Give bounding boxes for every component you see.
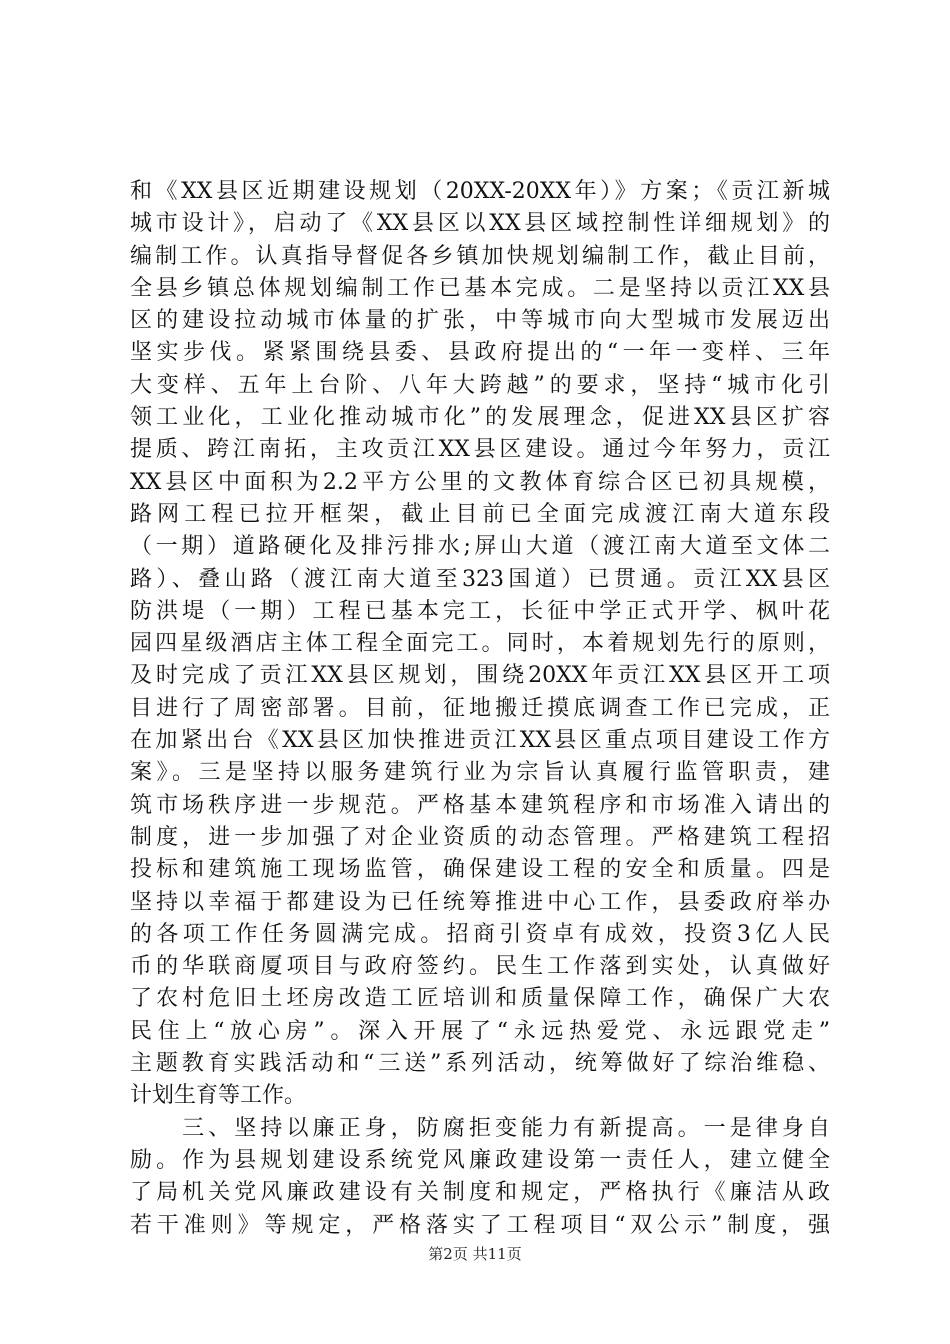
text-line: 币的华联商厦项目与政府签约。民生工作落到实处，认真做好: [130, 954, 830, 980]
page-footer: [0, 1244, 950, 1264]
text-line: 在加紧出台《XX县区加快推进贡江XX县区重点项目建设工作方: [130, 728, 830, 754]
text-line: 案》。三是坚持以服务建筑行业为宗旨认真履行监管职责，建: [130, 760, 830, 786]
text-line: 制度，进一步加强了对企业资质的动态管理。严格建筑工程招: [130, 824, 830, 850]
page-number: 第2页 共11页: [428, 1245, 522, 1263]
text-line: 计划生育等工作。: [130, 1083, 307, 1109]
text-line: 路）、叠山路（渡江南大道至323国道）已贯通。贡江XX县区: [130, 566, 830, 592]
text-line: （一期）道路硬化及排污排水;屏山大道（渡江南大道至文体二: [130, 534, 830, 560]
text-line: 园四星级酒店主体工程全面完工。同时，本着规划先行的原则，: [130, 631, 830, 657]
text-line: 坚持以幸福于都建设为已任统筹推进中心工作，县委政府举办: [130, 889, 830, 915]
text-line: 编制工作。认真指导督促各乡镇加快规划编制工作，截止目前，: [130, 243, 830, 269]
text-line: 区的建设拉动城市体量的扩张，中等城市向大型城市发展迈出: [130, 308, 830, 334]
text-line: 大变样、五年上台阶、八年大跨越”的要求，坚持“城市化引: [130, 372, 830, 398]
body-text: [130, 176, 830, 1242]
text-line: 励。作为县规划建设系统党风廉政建设第一责任人，建立健全: [130, 1147, 830, 1173]
text-line: 坚实步伐。紧紧围绕县委、县政府提出的“一年一变样、三年: [130, 340, 830, 366]
text-line: 和《XX县区近期建设规划（20XX-20XX年）》方案；《贡江新城: [130, 179, 830, 204]
text-line: 提质、跨江南拓，主攻贡江XX县区建设。通过今年努力，贡江: [130, 437, 830, 463]
text-line: 城市设计》，启动了《XX县区以XX县区域控制性详细规划》的: [130, 211, 830, 237]
text-line: 全县乡镇总体规划编制工作已基本完成。二是坚持以贡江XX县: [130, 275, 830, 301]
text-line: 防洪堤（一期）工程已基本完工，长征中学正式开学、枫叶花: [130, 598, 830, 624]
text-line: XX县区中面积为2.2平方公里的文教体育综合区已初具规模，: [130, 469, 830, 495]
text-line: 领工业化，工业化推动城市化”的发展理念，促进XX县区扩容: [130, 405, 830, 431]
text-line: 路网工程已拉开框架，截止目前已全面完成渡江南大道东段: [130, 501, 830, 527]
text-line: 了农村危旧土坯房改造工匠培训和质量保障工作，确保广大农: [130, 986, 830, 1012]
text-line: 若干准则》等规定，严格落实了工程项目“双公示”制度，强: [130, 1212, 830, 1238]
text-line: 筑市场秩序进一步规范。严格基本建筑程序和市场准入请出的: [130, 792, 830, 818]
text-line: 三、坚持以廉正身，防腐拒变能力有新提高。一是律身自: [130, 1115, 830, 1141]
text-line: 及时完成了贡江XX县区规划，围绕20XX年贡江XX县区开工项: [130, 663, 830, 689]
text-line: 了局机关党风廉政建设有关制度和规定，严格执行《廉洁从政: [130, 1180, 830, 1206]
text-line: 的各项工作任务圆满完成。招商引资卓有成效，投资3亿人民: [130, 921, 830, 947]
text-line: 投标和建筑施工现场监管，确保建设工程的安全和质量。四是: [130, 857, 830, 883]
text-line: 目进行了周密部署。目前，征地搬迁摸底调查工作已完成，正: [130, 695, 830, 721]
text-line: 民住上“放心房”。深入开展了“永远热爱党、永远跟党走”: [130, 1018, 830, 1044]
text-line: 主题教育实践活动和“三送”系列活动，统筹做好了综治维稳、: [130, 1051, 830, 1077]
